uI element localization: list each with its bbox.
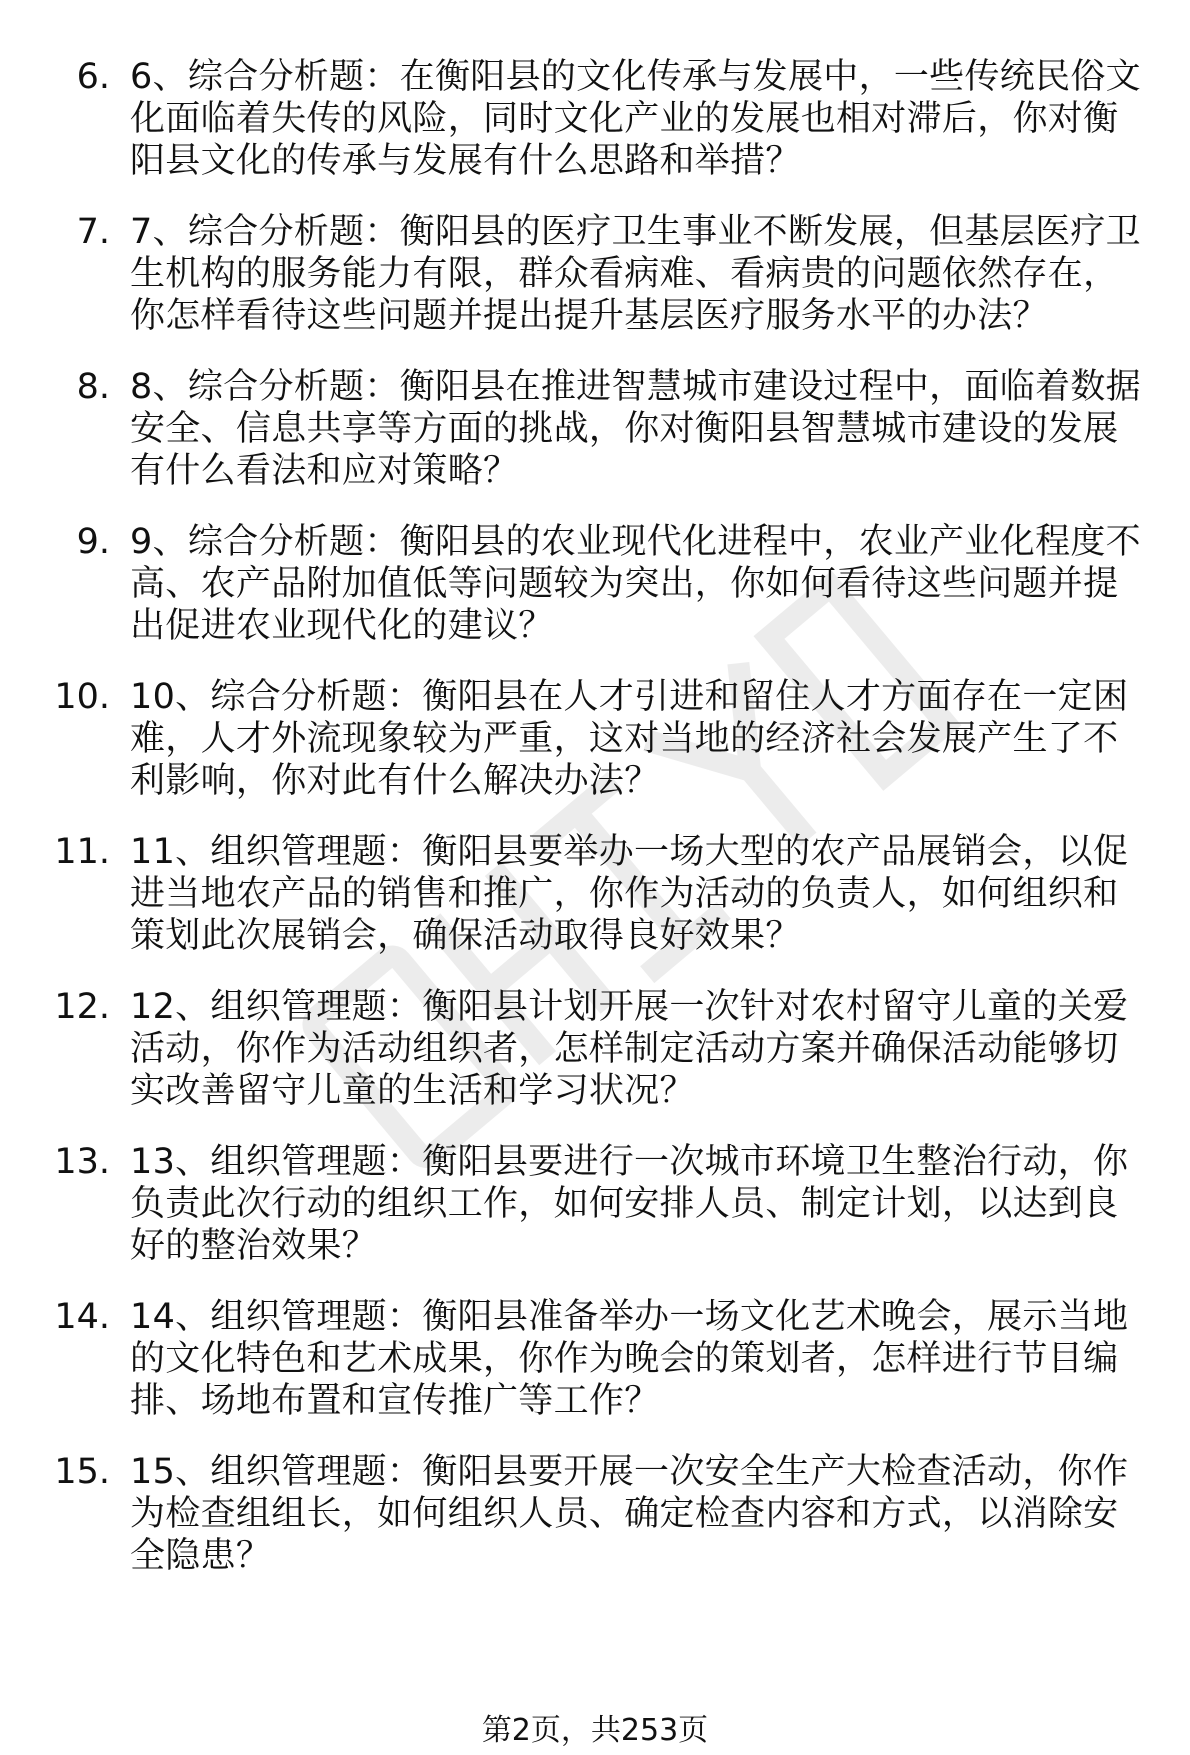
item-number: 12. — [54, 987, 110, 1027]
list-item — [0, 1141, 1190, 1267]
item-text: 14、组织管理题：衡阳县准备举办一场文化艺术晚会，展示当地的文化特色和艺术成果，你作为晚会的策划者，怎样进行节目编排、场地布置和宣传推广等工作？ — [130, 1297, 1129, 1421]
item-text: 9、综合分析题：衡阳县的农业现代化进程中，农业产业化程度不高、农产品附加值低等问题较为突出，你如何看待这些问题并提出促进农业现代化的建议？ — [130, 522, 1141, 646]
list-item — [0, 1296, 1190, 1422]
item-number: 15. — [54, 1452, 110, 1492]
item-number: 13. — [54, 1142, 110, 1182]
question-list — [0, 56, 1190, 1606]
item-text: 6、综合分析题：在衡阳县的文化传承与发展中，一些传统民俗文化面临着失传的风险，同时文化产业的发展也相对滞后，你对衡阳县文化的传承与发展有什么思路和举措？ — [130, 57, 1141, 181]
item-text: 10、综合分析题：衡阳县在人才引进和留住人才方面存在一定困难，人才外流现象较为严重，这对当地的经济社会发展产生了不利影响，你对此有什么解决办法？ — [130, 677, 1129, 801]
list-item — [0, 56, 1190, 182]
item-text: 7、综合分析题：衡阳县的医疗卫生事业不断发展，但基层医疗卫生机构的服务能力有限，群众看病难、看病贵的问题依然存在，你怎样看待这些问题并提出提升基层医疗服务水平的办法？ — [130, 212, 1141, 336]
item-number: 14. — [54, 1297, 110, 1337]
list-item — [0, 676, 1190, 802]
list-item — [0, 1451, 1190, 1577]
page-footer: 第2页，共253页 — [481, 1713, 709, 1748]
item-number: 7. — [76, 212, 110, 252]
item-number: 9. — [76, 522, 110, 562]
item-number: 8. — [76, 367, 110, 407]
list-item — [0, 211, 1190, 337]
item-number: 11. — [54, 832, 110, 872]
list-item — [0, 521, 1190, 647]
list-item — [0, 831, 1190, 957]
item-text: 12、组织管理题：衡阳县计划开展一次针对农村留守儿童的关爱活动，你作为活动组织者，怎样制定活动方案并确保活动能够切实改善留守儿童的生活和学习状况？ — [130, 987, 1129, 1111]
item-text: 13、组织管理题：衡阳县要进行一次城市环境卫生整治行动，你负责此次行动的组织工作，如何安排人员、制定计划，以达到良好的整治效果？ — [130, 1142, 1129, 1266]
item-text: 8、综合分析题：衡阳县在推进智慧城市建设过程中，面临着数据安全、信息共享等方面的挑战，你对衡阳县智慧城市建设的发展有什么看法和应对策略？ — [130, 367, 1141, 491]
item-number: 10. — [54, 677, 110, 717]
list-item — [0, 986, 1190, 1112]
item-text: 11、组织管理题：衡阳县要举办一场大型的农产品展销会，以促进当地农产品的销售和推广，你作为活动的负责人，如何组织和策划此次展销会，确保活动取得良好效果？ — [130, 832, 1129, 956]
list-item — [0, 366, 1190, 492]
item-number: 6. — [76, 57, 110, 97]
item-text: 15、组织管理题：衡阳县要开展一次安全生产大检查活动，你作为检查组组长，如何组织人员、确定检查内容和方式，以消除安全隐患？ — [130, 1452, 1129, 1576]
